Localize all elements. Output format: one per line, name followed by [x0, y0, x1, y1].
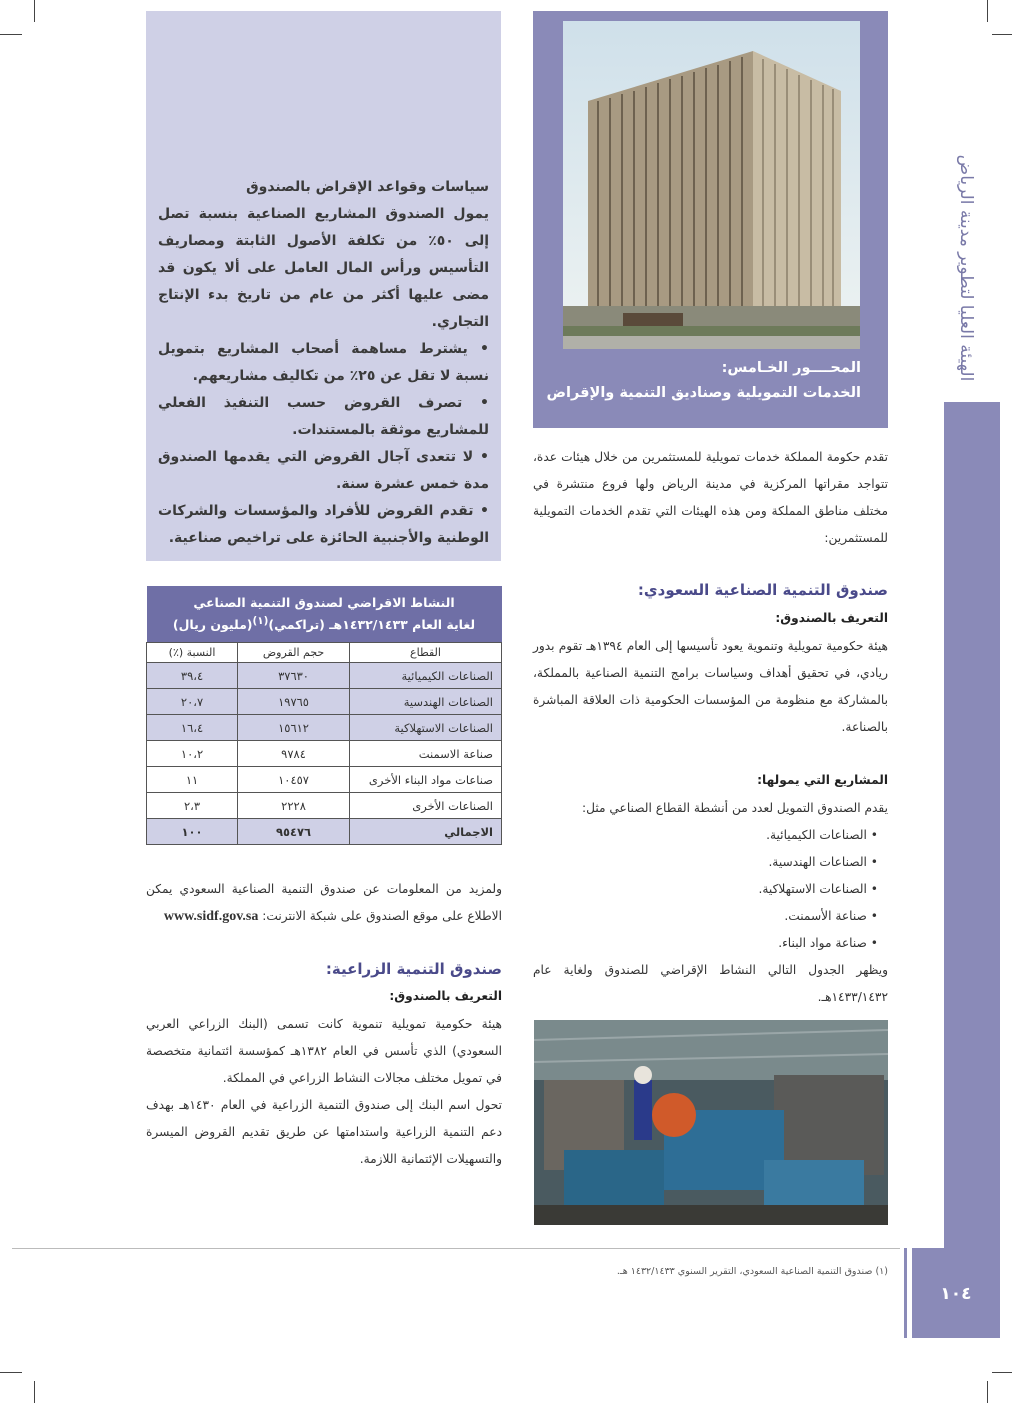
policy-bullet: • لا تتعدى آجال القروض التي يقدمها الصندوق مدة خمس عشرة سنة.	[158, 449, 489, 492]
crop-mark	[992, 34, 1012, 35]
running-title-text: الهيئة العليا لتطوير مدينة الرياض	[956, 154, 976, 381]
lending-policies-text	[158, 174, 489, 552]
table-row	[147, 793, 502, 819]
table-cell-percent: ١٠٠	[147, 819, 238, 845]
list-item: • صناعة مواد البناء.	[533, 930, 878, 957]
table-cell-percent: ٢،٣	[147, 793, 238, 819]
table-cell-loans: ٩٥٤٧٦	[238, 819, 350, 845]
agri-paragraph-2: تحول اسم البنك إلى صندوق التنمية الزراعية في العام ١٤٣٠هـ بهدف دعم التنمية الزراعية واستدامتها عن طريق تقديم القروض الميسرة والتسهيلات الإئتمانية اللازمة.	[146, 1098, 503, 1166]
intro-paragraph: تقدم حكومة المملكة خدمات تمويلية للمستثمرين من خلال هيئات عدة، تتواجد مقراتها المركزية في مدينة الرياض ولها فروع منتشرة في مختلف مناطق المملكة ومن هذه الهيئات التي تقدم الخدمات التمويلية للمستثمرين:	[533, 450, 888, 545]
table-cell-percent: ٣٩،٤	[147, 663, 238, 689]
crop-mark	[0, 1372, 22, 1373]
page-number-box	[912, 1248, 1000, 1338]
sidf-table-intro: ويظهر الجدول التالي النشاط الإقراضي للصندوق ولغاية عام ١٤٣٣/١٤٣٢هـ.	[533, 963, 888, 1004]
table-caption-line2	[153, 612, 496, 634]
table-cell-loans: ١٥٦١٢	[238, 715, 350, 741]
page-number: ١٠٤	[940, 1284, 972, 1304]
table-cell-percent: ١٠،٢	[147, 741, 238, 767]
table-caption	[147, 586, 502, 643]
running-title	[946, 140, 986, 395]
policy-bullet: • تقدم القروض للأفراد والمؤسسات والشركات الوطنية والأجنبية الحائزة على تراخيص صناعية.	[158, 503, 489, 546]
agri-paragraph-1: هيئة حكومية تمويلية تنموية كانت تسمى (البنك الزراعي العربي السعودي) الذي تأسس في العام ١٣٨٢هـ كمؤسسة ائتمانية متخصصة في تمويل مختلف مجالات النشاط الزراعي في المملكة.	[146, 1017, 502, 1085]
more-info-paragraph	[146, 876, 502, 930]
list-item: • الصناعات الهندسية.	[533, 849, 878, 876]
table-cell-sector: الصناعات الاستهلاكية	[350, 715, 502, 741]
sidf-definition: هيئة حكومية تمويلية وتنموية يعود تأسيسها إلى العام ١٣٩٤هـ تقوم بدور ريادي، في تحقيق أهداف وسياسات برامج التنمية الصناعية بالمملكة، بالمشاركة مع منظومة من المؤسسات الحكومية ذات العلاقة المباشرة بالصناعة.	[533, 639, 888, 734]
list-item: • الصناعات الاستهلاكية.	[533, 876, 878, 903]
more-info-text: ولمزيد من المعلومات عن صندوق التنمية الصناعية السعودي يمكن الاطلاع على موقع الصندوق على شبكة الانترنت:	[146, 882, 502, 923]
building-photo	[563, 21, 860, 349]
table-cell-sector: صناعات مواد البناء الأخرى	[350, 767, 502, 793]
policies-body: يمول الصندوق المشاريع الصناعية بنسبة تصل إلى ٥٠٪ من تكلفة الأصول الثابتة ومصاريف التأسيس ورأس المال العامل على ألا يكون قد مضى عليها أكثر من عام من تاريخ بدء الإنتاج التجاري.	[158, 206, 489, 330]
crop-mark	[992, 1372, 1012, 1373]
policy-bullet: • تصرف القروض حسب التنفيذ الفعلي للمشاريع موثقة بالمستندات.	[158, 395, 489, 438]
table-cell-percent: ٢٠،٧	[147, 689, 238, 715]
footnote-ref: (١)	[252, 615, 269, 628]
policies-title: سياسات وقواعد الإقراض بالصندوق	[246, 179, 489, 195]
table-caption-line1: النشاط الاقراضي لصندوق التنمية الصناعي	[193, 595, 455, 611]
axis-title-line1: المحــــور الخـامس:	[721, 360, 861, 376]
column-header-loans: حجم القروض	[238, 643, 350, 663]
footer-divider	[12, 1248, 900, 1249]
list-item: • صناعة الأسمنت.	[533, 903, 878, 930]
table-cell-percent: ١١	[147, 767, 238, 793]
table-cell-loans: ٢٢٢٨	[238, 793, 350, 819]
factory-illustration	[534, 1020, 888, 1225]
table-cell-sector: الاجمالي	[350, 819, 502, 845]
agri-definition-label: التعريف بالصندوق:	[389, 989, 502, 1003]
lending-policies-box	[146, 11, 501, 561]
crop-mark	[0, 34, 22, 35]
table-cell-loans: ٩٧٨٤	[238, 741, 350, 767]
policy-bullet: • يشترط مساهمة أصحاب المشاريع بتمويل نسبة لا تقل عن ٢٥٪ من تكاليف مشاريعهم.	[158, 341, 490, 384]
table-cell-loans: ٣٧٦٣٠	[238, 663, 350, 689]
crop-mark	[987, 0, 988, 22]
table-caption-period: لغاية العام ١٤٣٢/١٤٣٣هـ (تراكمي)	[268, 617, 476, 633]
table-row	[147, 767, 502, 793]
column-header-percent: النسبة (٪)	[147, 643, 238, 663]
table-cell-loans: ١٠٤٥٧	[238, 767, 350, 793]
table-row	[147, 741, 502, 767]
table-header-row	[147, 643, 502, 663]
policy-bullet-text: يشترط مساهمة أصحاب المشاريع بتمويل نسبة لا تقل عن ٢٥٪ من تكاليف مشاريعهم.	[158, 341, 489, 384]
policy-bullet-text: تقدم القروض للأفراد والمؤسسات والشركات الوطنية والأجنبية الحائزة على تراخيص صناعية.	[158, 503, 489, 546]
page-number-accent	[904, 1248, 907, 1338]
sidf-projects-label: المشاريع التي يمولها:	[757, 773, 888, 787]
list-item: • الصناعات الكيميائية.	[533, 822, 878, 849]
table-cell-percent: ١٦،٤	[147, 715, 238, 741]
crop-mark	[34, 1381, 35, 1403]
table-row	[147, 715, 502, 741]
sidf-website-link[interactable]: www.sidf.gov.sa	[163, 909, 259, 924]
table-caption-unit: (مليون ريال)	[172, 617, 253, 633]
sidf-definition-label: التعريف بالصندوق:	[775, 611, 888, 625]
factory-photo	[534, 1020, 888, 1225]
table-row	[147, 663, 502, 689]
policy-bullet-text: لا تتعدى آجال القروض التي يقدمها الصندوق مدة خمس عشرة سنة.	[158, 449, 489, 492]
sidf-projects-intro: يقدم الصندوق التمويل لعدد من أنشطة القطاع الصناعي مثل:	[581, 801, 888, 815]
axis-title-line2: الخدمات التمويلية وصناديق التنمية والإقراض	[546, 385, 861, 401]
column-header-sector: القطاع	[350, 643, 502, 663]
side-strip	[944, 402, 1000, 1248]
building-illustration	[563, 21, 860, 349]
table-cell-sector: الصناعات الهندسية	[350, 689, 502, 715]
table-row	[147, 689, 502, 715]
policy-bullet-text: تصرف القروض حسب التنفيذ الفعلي للمشاريع موثقة بالمستندات.	[158, 395, 489, 438]
footnote: (١) صندوق التنمية الصناعية السعودي، التقرير السنوي ١٤٣٢/١٤٣٣ هـ.	[616, 1266, 888, 1277]
axis-title	[531, 356, 861, 406]
table-total-row	[147, 819, 502, 845]
axis-photo-box	[533, 11, 888, 428]
table-cell-sector: الصناعات الأخرى	[350, 793, 502, 819]
sidf-heading: صندوق التنمية الصناعية السعودي:	[637, 581, 888, 599]
crop-mark	[34, 0, 35, 22]
table-cell-sector: الصناعات الكيميائية	[350, 663, 502, 689]
table-cell-loans: ١٩٧٦٥	[238, 689, 350, 715]
crop-mark	[987, 1381, 988, 1403]
agri-heading: صندوق التنمية الزراعية:	[325, 960, 502, 978]
sidf-projects-list	[533, 822, 878, 957]
loan-activity-table	[146, 586, 502, 845]
table-cell-sector: صناعة الاسمنت	[350, 741, 502, 767]
